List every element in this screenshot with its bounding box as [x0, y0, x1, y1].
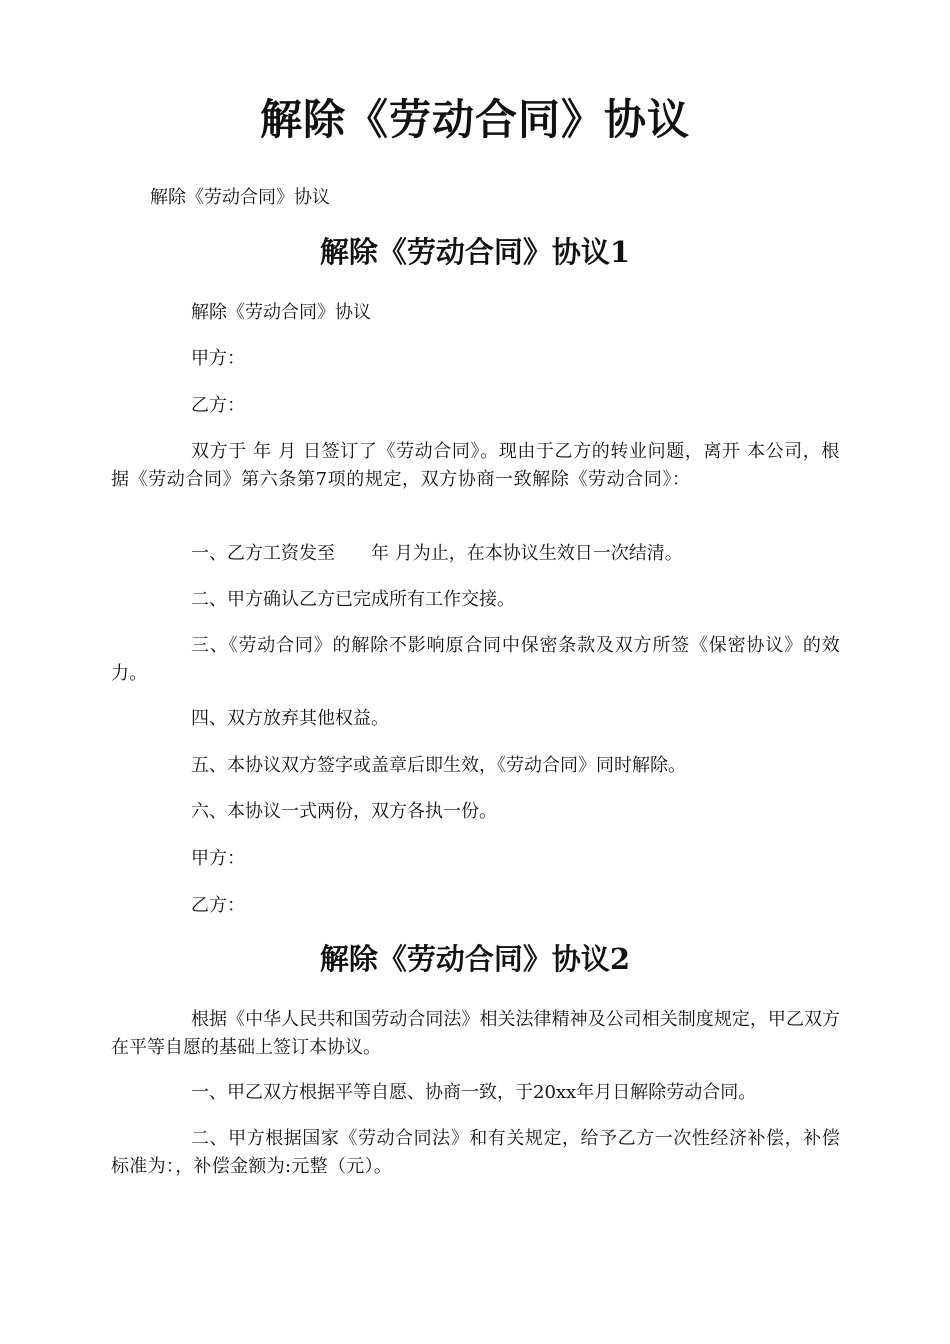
section-1-paragraph: 双方于 年 月 日签订了《劳动合同》。现由于乙方的转业问题，离开 本公司，根据《劳动合同》第六条第7项的规定，双方协商一致解除《劳动合同》：: [111, 441, 840, 490]
section-1-paragraph: 二、甲方确认乙方已完成所有工作交接。: [191, 589, 515, 610]
section-1-paragraph: 解除《劳动合同》协议: [191, 302, 371, 323]
section-1-heading: 解除《劳动合同》协议1: [319, 235, 631, 269]
section-1-paragraph: 一、乙方工资发至 年 月为止，在本协议生效日一次结清。: [191, 543, 683, 564]
document-title: 解除《劳动合同》协议: [259, 95, 690, 144]
section-1-paragraph: 四、双方放弃其他权益。: [191, 708, 389, 729]
section-1-paragraph: 甲方：: [191, 848, 245, 869]
section-2-paragraph: 根据《中华人民共和国劳动合同法》相关法律精神及公司相关制度规定，甲乙双方在平等自愿的基础上签订本协议。: [111, 1009, 840, 1058]
section-1-paragraph: 乙方：: [191, 395, 245, 416]
section-1-paragraph: 六、本协议一式两份，双方各执一份。: [191, 801, 497, 822]
section-1-paragraph: 乙方：: [191, 895, 245, 916]
section-2-paragraph: 一、甲乙双方根据平等自愿、协商一致，于20xx年月日解除劳动合同。: [191, 1082, 757, 1103]
document-intro: 解除《劳动合同》协议: [150, 187, 330, 208]
section-2-paragraph: 二、甲方根据国家《劳动合同法》和有关规定，给予乙方一次性经济补偿，补偿标准为：，补偿金额为:元整（元）。: [111, 1128, 840, 1177]
section-1-paragraph: 三、《劳动合同》的解除不影响原合同中保密条款及双方所签《保密协议》的效力。: [111, 635, 840, 684]
section-1-paragraph: 甲方：: [191, 348, 245, 369]
section-2-heading: 解除《劳动合同》协议2: [319, 942, 631, 976]
section-1-paragraph: 五、本协议双方签字或盖章后即生效，《劳动合同》同时解除。: [191, 755, 686, 776]
